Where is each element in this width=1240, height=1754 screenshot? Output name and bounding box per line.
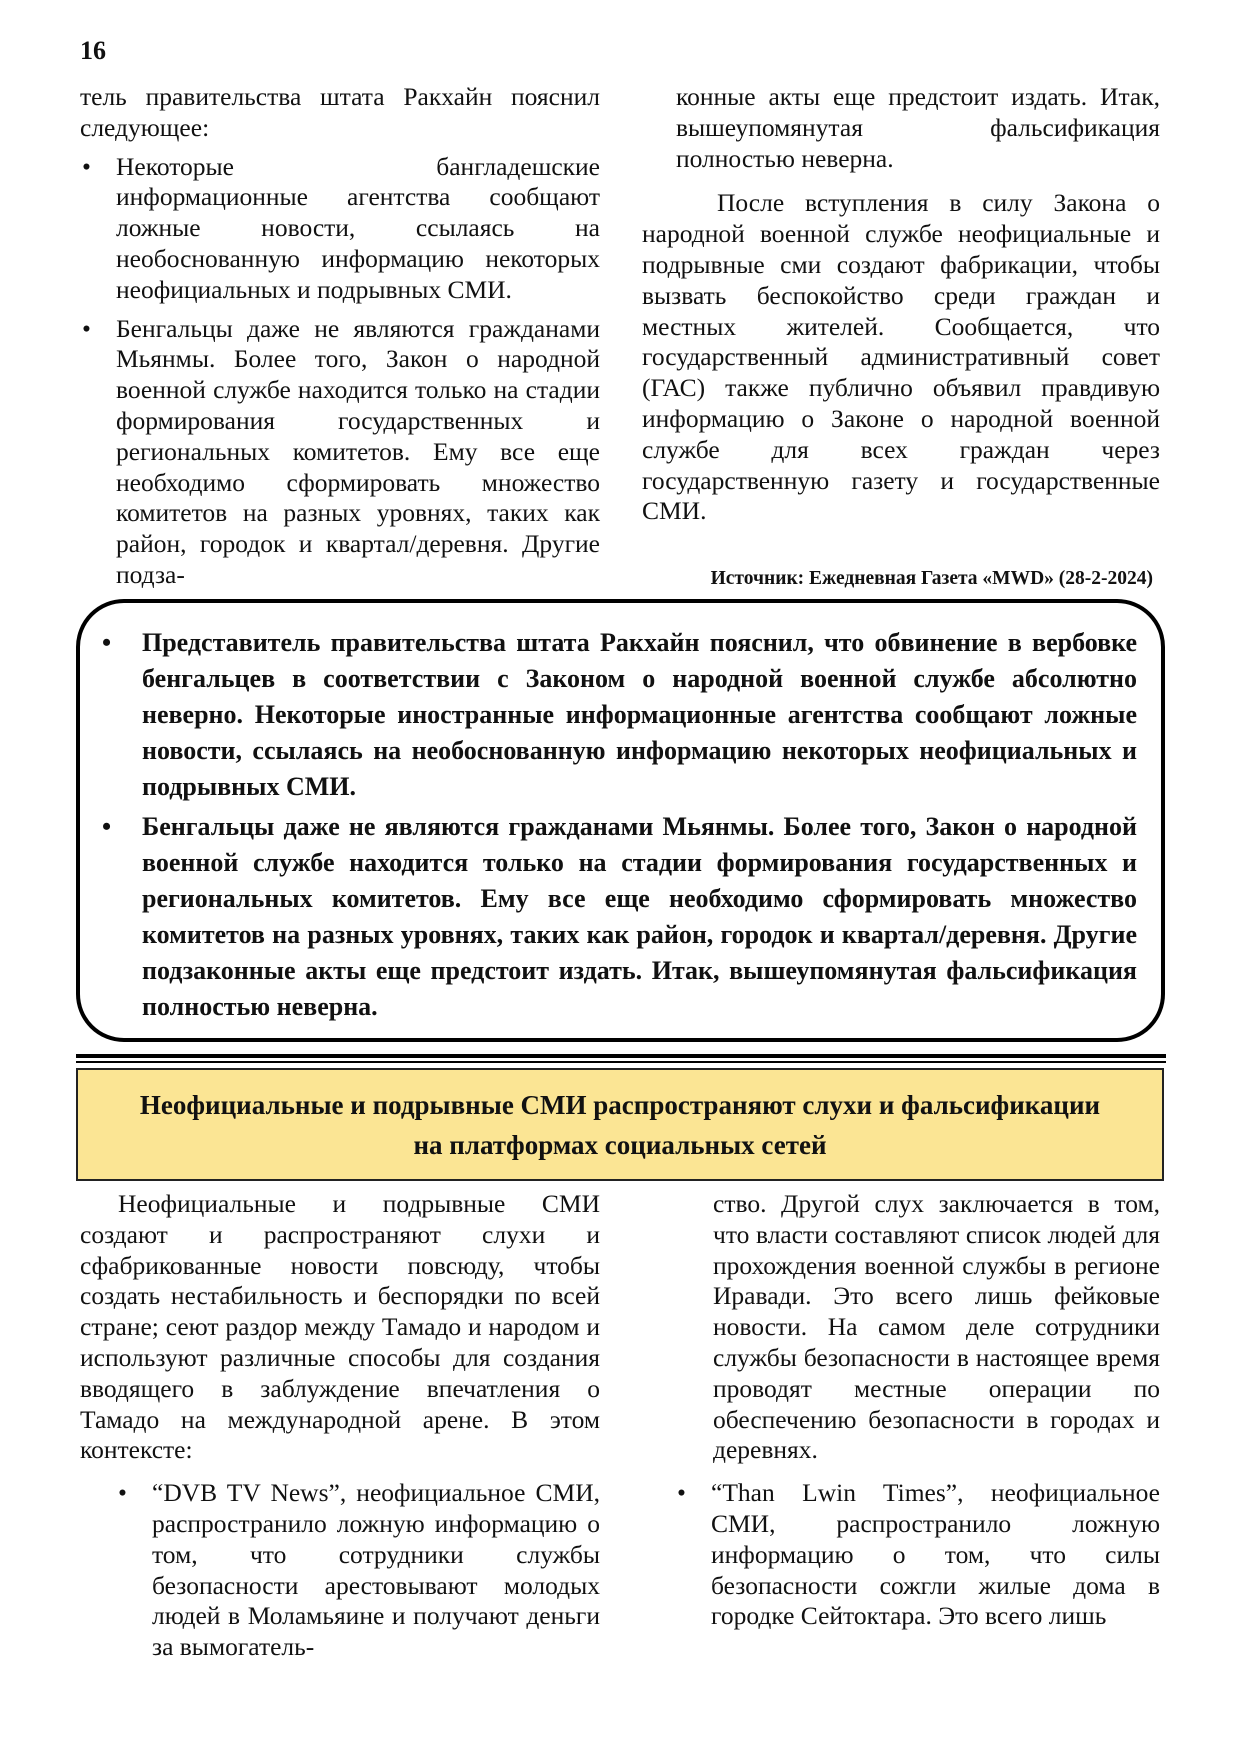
summary-item: • Бенгальцы даже не являются гражданами Мьянмы. Более того, Закон о народной военной службе находится только на стадии формирования государственных и региональных комитетов. Ему все еще необходимо сформировать множество комитетов на разных уровнях, таких как район, городок и квартал/деревня. Другие подзаконные акты еще предстоит издать. Итак, вышеупомянутая фальсификация полностью неверна. bbox=[142, 809, 1137, 1025]
top-right-column bbox=[642, 82, 1160, 527]
list-item: • Бенгальцы даже не являются гражданами Мьянмы. Более того, Закон о народной военной службе находится только на стадии формирования государственных и региональных комитетов. Ему все еще необходимо сформировать множество комитетов на разных уровнях, таких как район, городок и квартал/деревня. Другие подза- bbox=[80, 314, 600, 591]
intro-text: тель правительства штата Ракхайн пояснил следующее: bbox=[80, 82, 600, 142]
bottom-right-column bbox=[675, 1189, 1160, 1640]
divider bbox=[76, 1061, 1166, 1063]
continuation-text: ство. Другой слух заключается в том, что власти составляют список людей для прохождения военной службы в регионе Иравади. Это всего лишь фейковые новости. На самом деле сотрудники службы безопасности в настоящее время проводят местные операции по обеспечению безопасности в городах и деревнях. bbox=[713, 1189, 1160, 1465]
summary-box bbox=[76, 599, 1165, 1042]
top-left-column bbox=[80, 82, 600, 599]
continuation-text: конные акты еще предстоит издать. Итак, вышеупомянутая фальсификация полностью неверна. bbox=[676, 82, 1160, 173]
paragraph: После вступления в силу Закона о народной военной службе неофициальные и подрывные сми создают фабрикации, чтобы вызвать беспокойство среди граждан и местных жителей. Сообщается, что государственный административный совет (ГАС) также публично объявил правдивую информацию о Законе о народной военной службе для всех граждан через государственную газету и государственные СМИ. bbox=[642, 188, 1160, 526]
page-number: 16 bbox=[80, 36, 106, 65]
bullet-list bbox=[80, 152, 600, 591]
divider bbox=[76, 1054, 1166, 1058]
bullet-list bbox=[675, 1478, 1160, 1632]
summary-list bbox=[142, 625, 1137, 1025]
bullet-list bbox=[80, 1478, 600, 1663]
list-item: • “DVB TV News”, неофициальное СМИ, распространило ложную информацию о том, что сотрудники службы безопасности арестовывают молодых людей в Моламьяине и получают деньги за вымогатель- bbox=[116, 1478, 600, 1663]
list-item: • Некоторые бангладешские информационные агентства сообщают ложные новости, ссылаясь на необоснованную информацию некоторых неофициальных и подрывных СМИ. bbox=[80, 152, 600, 306]
source-line: Источник: Ежедневная Газета «MWD» (28-2-2024) bbox=[710, 568, 1153, 589]
section-heading: Неофициальные и подрывные СМИ распространяют слухи и фальсификации на платформах социальных сетей bbox=[76, 1068, 1164, 1181]
list-item: • “Than Lwin Times”, неофициальное СМИ, распространило ложную информацию о том, что силы безопасности сожгли жилые дома в городке Сейтоктара. Это всего лишь bbox=[675, 1478, 1160, 1632]
bottom-left-column bbox=[80, 1189, 600, 1671]
paragraph: Неофициальные и подрывные СМИ создают и распространяют слухи и сфабрикованные новости повсюду, чтобы создать нестабильность и беспорядки по всей стране; сеют раздор между Тамадо и народом и используют различные способы для создания вводящего в заблуждение впечатления о Тамадо на международной арене. В этом контексте: bbox=[80, 1189, 600, 1465]
summary-item: • Представитель правительства штата Ракхайн пояснил, что обвинение в вербовке бенгальцев в соответствии с Законом о народной военной службе абсолютно неверно. Некоторые иностранные информационные агентства сообщают ложные новости, ссылаясь на необоснованную информацию некоторых неофициальных и подрывных СМИ. bbox=[142, 625, 1137, 805]
